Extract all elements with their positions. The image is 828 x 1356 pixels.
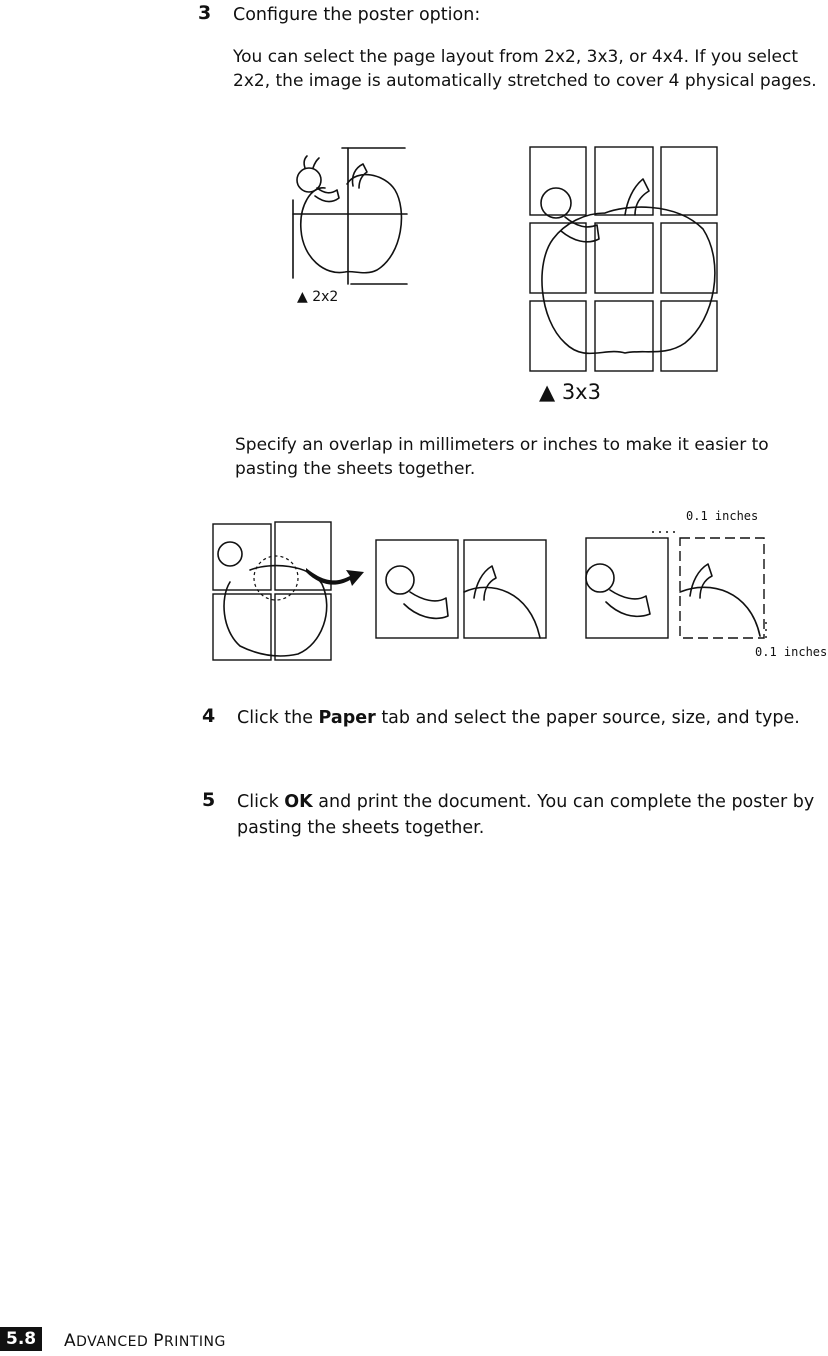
overlapping-pages-pair [586,532,766,640]
overlap-label-top: 0.1 inches [686,509,759,523]
section-title: ADVANCED PRINTING [64,1331,226,1351]
caption-2x2: ▲ 2x2 [297,289,339,305]
step-4-text: Click the Paper tab and select the paper source, size, and type. [237,708,800,728]
overlap-illustration [210,518,780,664]
caption-3x3: ▲ 3x3 [539,380,601,404]
overlap-description: Specify an overlap in millimeters or inches to make it easier to pasting the sheets together. [235,435,769,479]
step-3-number: 3 [198,2,212,24]
layout-description: You can select the page layout from 2x2, 3x3, or 4x4. If you select 2x2, the image is automatically stretched to cover 4 physical pages. [233,47,817,91]
overlap-source-grid [213,522,331,660]
split-pages-pair [376,540,546,638]
step-5-number: 5 [202,789,216,811]
step-3-text: Configure the poster option: [233,5,481,25]
worm-body [315,188,339,202]
step-5-text: Click OK and print the document. You can complete the poster by pasting the sheets together. [237,792,815,838]
apple-stem [352,164,367,188]
page-grid-3x3 [530,147,717,371]
page-number-badge: 5.8 [0,1327,42,1351]
overlap-label-right: 0.1 inches [755,645,828,659]
step-4-number: 4 [202,705,216,727]
poster-3x3-illustration [525,143,725,375]
poster-2x2-illustration [285,138,415,290]
